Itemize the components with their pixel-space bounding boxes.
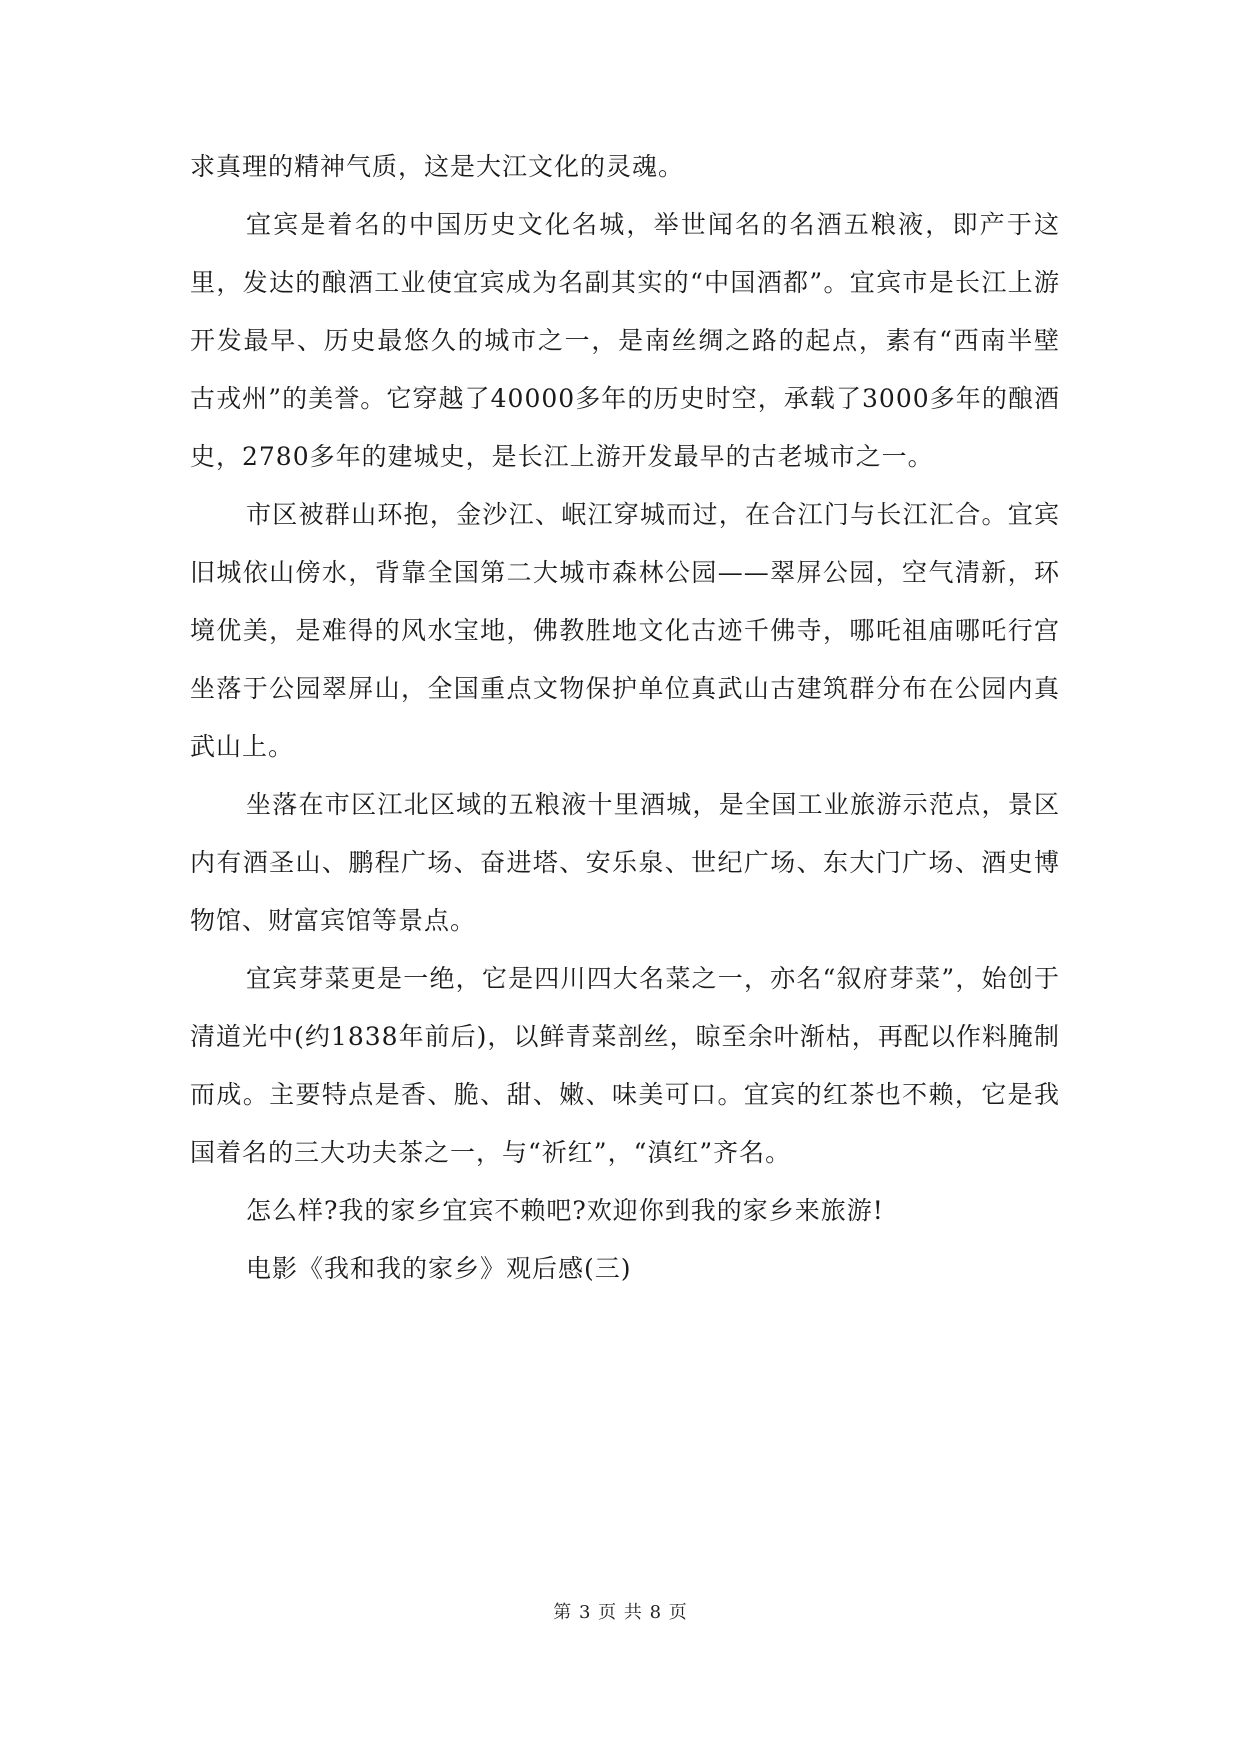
paragraph-3: 市区被群山环抱，金沙江、岷江穿城而过，在合江门与长江汇合。宜宾旧城依山傍水，背靠全国第二大城市森林公园——翠屏公园，空气清新，环境优美，是难得的风水宝地，佛教胜地文化古迹千佛寺，哪吒祖庙哪吒行宫坐落于公园翠屏山，全国重点文物保护单位真武山古建筑群分布在公园内真武山上。: [190, 500, 1060, 761]
paragraph-5: 宜宾芽菜更是一绝，它是四川四大名菜之一，亦名“叙府芽菜”，始创于清道光中(约1838年前后)，以鲜青菜剖丝，晾至余叶渐枯，再配以作料腌制而成。主要特点是香、脆、甜、嫩、味美可口。宜宾的红茶也不赖，它是我国着名的三大功夫茶之一，与“祈红”，“滇红”齐名。: [190, 964, 1060, 1167]
paragraph-1: 求真理的精神气质，这是大江文化的灵魂。: [190, 152, 685, 181]
paragraph-2: 宜宾是着名的中国历史文化名城，举世闻名的名酒五粮液，即产于这里，发达的酿酒工业使宜宾成为名副其实的“中国酒都”。宜宾市是长江上游开发最早、历史最悠久的城市之一，是南丝绸之路的起点，素有“西南半壁古戎州”的美誉。它穿越了40000多年的历史时空，承载了3000多年的酿酒史，2780多年的建城史，是长江上游开发最早的古老城市之一。: [190, 210, 1060, 471]
paragraph-6: 怎么样?我的家乡宜宾不赖吧?欢迎你到我的家乡来旅游!: [246, 1196, 884, 1225]
paragraph-4: 坐落在市区江北区域的五粮液十里酒城，是全国工业旅游示范点，景区内有酒圣山、鹏程广场、奋进塔、安乐泉、世纪广场、东大门广场、酒史博物馆、财富宾馆等景点。: [190, 790, 1060, 935]
page-number-footer: 第 3 页 共 8 页: [553, 1602, 688, 1623]
document-body: [190, 138, 1060, 1298]
section-title: 电影《我和我的家乡》观后感(三): [246, 1254, 632, 1283]
